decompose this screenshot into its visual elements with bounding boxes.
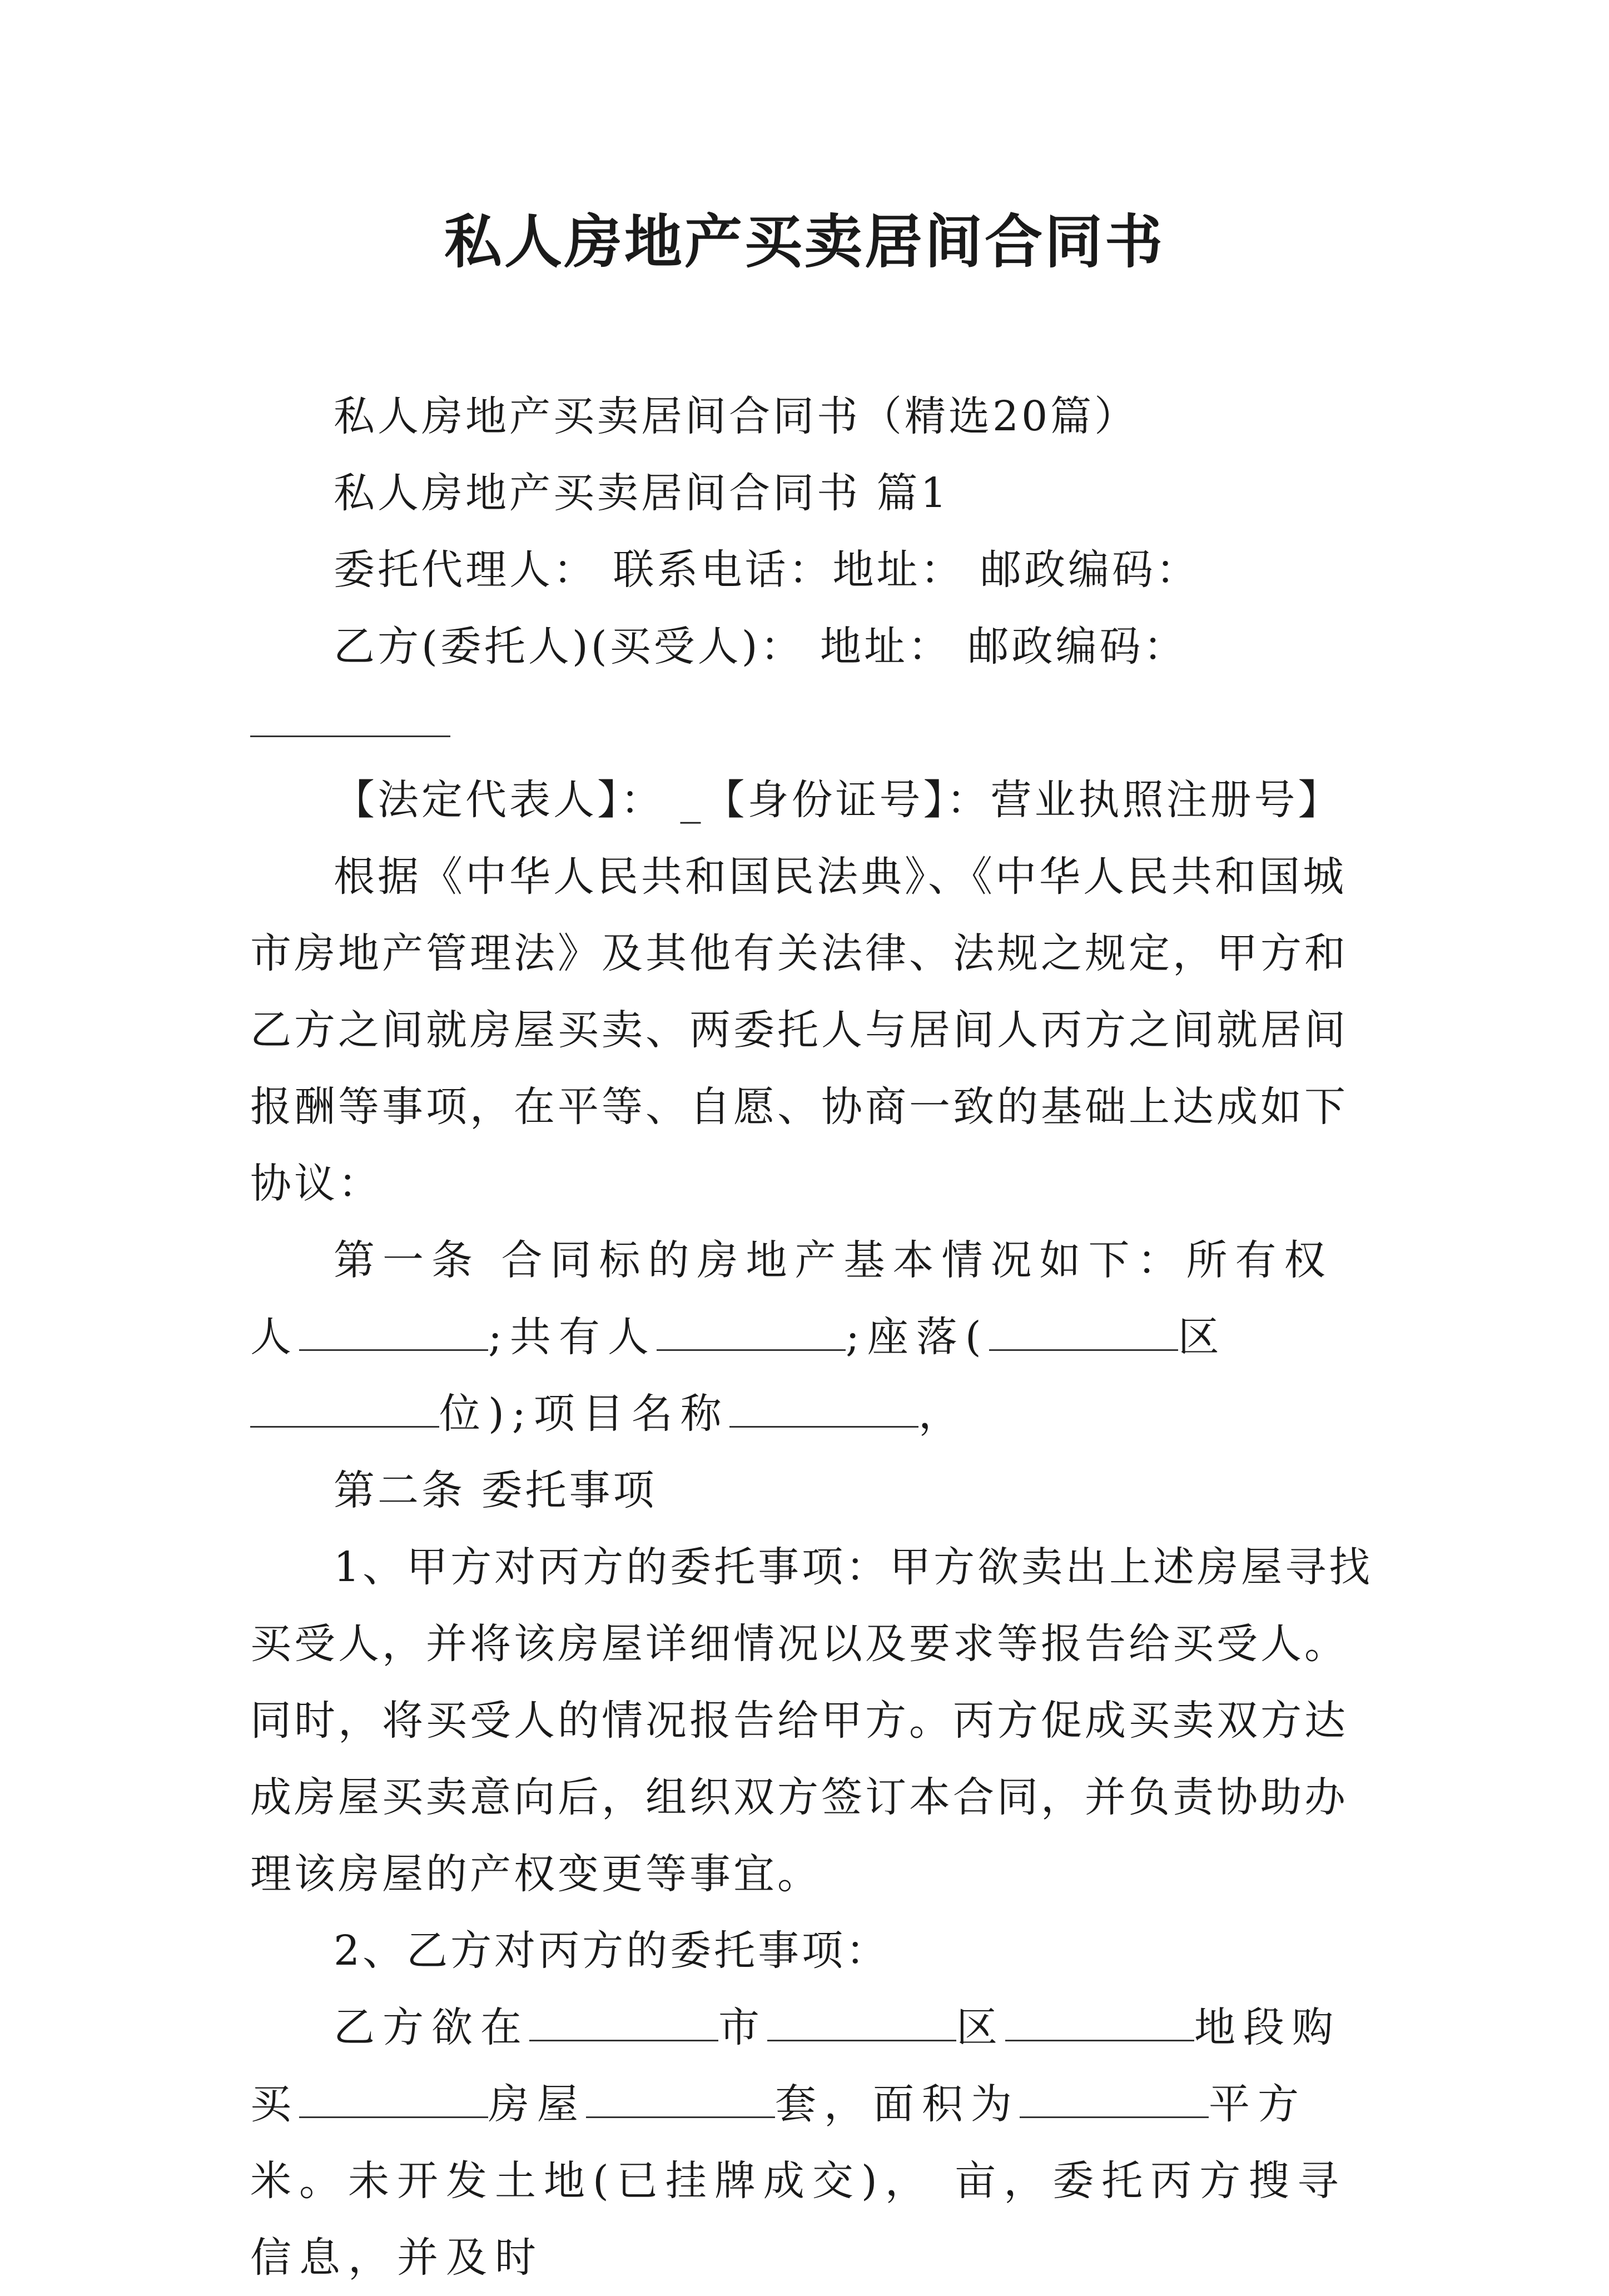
party-b-line [250, 608, 1373, 762]
clause-2-paragraph [250, 1989, 1373, 2296]
blank-field [250, 697, 450, 737]
blank-field [250, 1387, 439, 1428]
article-1-text-5: 位);项目名称 [439, 1390, 729, 1438]
blank-field [299, 2078, 488, 2118]
subtitle-line: 私人房地产买卖居间合同书（精选20篇） [334, 392, 1139, 440]
clause-2-heading: 2、乙方对丙方的委托事项： [334, 1927, 890, 1975]
section-heading: 私人房地产买卖居间合同书 篇1 [334, 469, 950, 517]
blank-field [989, 1310, 1178, 1351]
article-1-text-2: ;共有人 [488, 1313, 657, 1361]
blank-field [529, 2001, 718, 2041]
article-1-text-3: ;座落( [845, 1313, 989, 1361]
article-1-paragraph [250, 1222, 1373, 1452]
article-1-text-4: 区 [1178, 1313, 1227, 1361]
blank-field [767, 2001, 956, 2041]
clause-2-text-4: 地段购买 [250, 2004, 1341, 2128]
blank-field [657, 1310, 846, 1351]
blank-field [586, 2078, 775, 2118]
clause-2-text-3: 区 [956, 2004, 1005, 2051]
clause-2-text-2: 市 [718, 2004, 767, 2051]
article-1-text-1: 第一条 合同标的房地产基本情况如下：所有权人 [250, 1236, 1333, 1361]
blank-field [1020, 2078, 1209, 2118]
clause-2-text-6: 套，面积为 [775, 2080, 1020, 2128]
preamble-paragraph: 根据《中华人民共和国民法典》、《中华人民共和国城市房地产管理法》及其他有关法律、法规之规定，甲方和乙方之间就房屋买卖、两委托人与居间人丙方之间就居间报酬等事项，在平等、自愿、协商一致的基础上达成如下协议： [250, 853, 1348, 1207]
clause-2-text-1: 乙方欲在 [334, 2004, 529, 2051]
party-b-text: 乙方(委托人)(买受人)： 地址： 邮政编码： [334, 623, 1188, 670]
blank-field [1005, 2001, 1194, 2041]
clause-2-text-7: 平方米。未开发土地(已挂牌成交)， 亩，委托丙方搜寻信息，并及时 [250, 2080, 1347, 2282]
agent-info-line: 委托代理人： 联系电话：地址： 邮政编码： [334, 546, 1200, 594]
document-body [250, 378, 1373, 2296]
legal-rep-line: 【法定代表人】： _【身份证号】：营业执照注册号】 [334, 776, 1342, 824]
article-1-text-6: ， [918, 1390, 967, 1438]
document-title: 私人房地产买卖居间合同书 [444, 207, 1165, 276]
clause-1-paragraph: 1、甲方对丙方的委托事项：甲方欲卖出上述房屋寻找买受人，并将该房屋详细情况以及要求等报告给买受人。同时，将买受人的情况报告给甲方。丙方促成买卖双方达成房屋买卖意向后，组织双方签订本合同，并负责协助办理该房屋的产权变更等事宜。 [250, 1543, 1373, 1898]
article-2-heading: 第二条 委托事项 [334, 1467, 657, 1514]
clause-2-text-5: 房屋 [488, 2080, 586, 2128]
blank-field [299, 1310, 488, 1351]
blank-field [729, 1387, 918, 1428]
